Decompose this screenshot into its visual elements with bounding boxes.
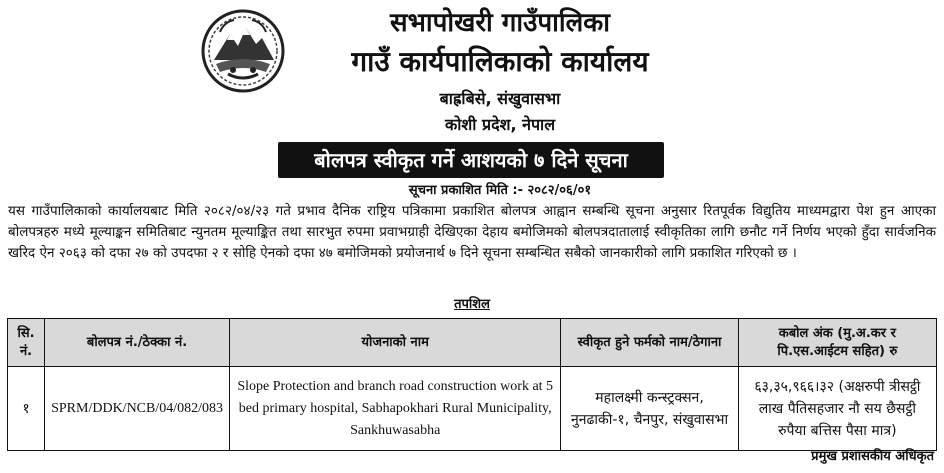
header-project-name: योजनाको नाम [230, 319, 561, 367]
address-line-2: कोशी प्रदेश, नेपाल [444, 115, 556, 134]
signatory-title: प्रमुख प्रशासकीय अधिकृत [811, 449, 934, 464]
tender-table [7, 318, 937, 451]
table-row [8, 367, 937, 451]
address-line-1: बाह्रबिसे, संखुवासभा [439, 89, 561, 108]
cell-project-name: Slope Protection and branch road construction work at 5 bed primary hospital, Sabhapokhari Rural Municipality, Sankhuwasabha [230, 367, 561, 451]
details-heading [300, 296, 644, 314]
municipality-name: सभापोखरी गाउँपालिका [390, 8, 610, 38]
cell-contract-no: SPRM/DDK/NCB/04/082/083 [45, 367, 230, 451]
table-header-row [8, 319, 937, 367]
notice-title-banner: बोलपत्र स्वीकृत गर्ने आशयको ७ दिने सूचना [278, 142, 664, 178]
header-contract-no: बोलपत्र नं./ठेक्का नं. [45, 319, 230, 367]
cell-serial: १ [8, 367, 45, 451]
details-heading-label: तपशिल [454, 297, 490, 312]
cell-bidder: महालक्ष्मी कन्स्ट्रक्सन, नुनढाकी-१, चैनपुर, संखुवासभा [561, 367, 738, 451]
notice-body-paragraph: यस गाउँपालिकाको कार्यालयबाट मिति २०८२/०४/२३ गते प्रभाव दैनिक राष्ट्रिय पत्रिकामा प्रकाशित बोलपत्र आह्वान सम्बन्धि सूचना अनुसार रितपूर्वक विद्युतिय माध्यमद्वारा पेश हुन आएका बोलपत्रहरु मध्ये मूल्याङ्कन समितिबाट न्युनतम मूल्याङ्कित तथा सारभुत रुपमा प्रवाभग्राही देखिएका देहाय बमोजिमको बोलपत्रदातालाई स्वीकृतिका लागि छनौट गर्ने निर्णय भएको हुँदा सार्वजनिक खरिद ऐन २०६३ को दफा २७ को उपदफा २ र सोहि ऐनको दफा ४७ बमोजिमको प्रयोजनार्थ ७ दिने सूचना सम्बन्धित सबैको जानकारीको लागि प्रकाशित गरिएको छ । [8, 203, 936, 261]
office-name: गाउँ कार्यपालिकाको कार्यालय [351, 45, 649, 78]
header-bidder: स्वीकृत हुने फर्मको नाम/ठेगाना [561, 319, 738, 367]
cell-amount: ६३,३५,९६६।३२ (अक्षरुपी त्रीसट्ठी लाख पैतिसहजार नौ सय छैसट्ठी रुपैया बत्तिस पैसा मात्र) [738, 367, 936, 451]
nepal-government-emblem-icon [200, 8, 286, 94]
published-date: सूचना प्रकाशित मिति :- २०८२/०६/०१ [408, 183, 592, 198]
header-amount: कबोल अंक (मु.अ.कर र पि.एस.आईटम सहित) रु [738, 319, 936, 367]
header-serial: सि. नं. [8, 319, 45, 367]
